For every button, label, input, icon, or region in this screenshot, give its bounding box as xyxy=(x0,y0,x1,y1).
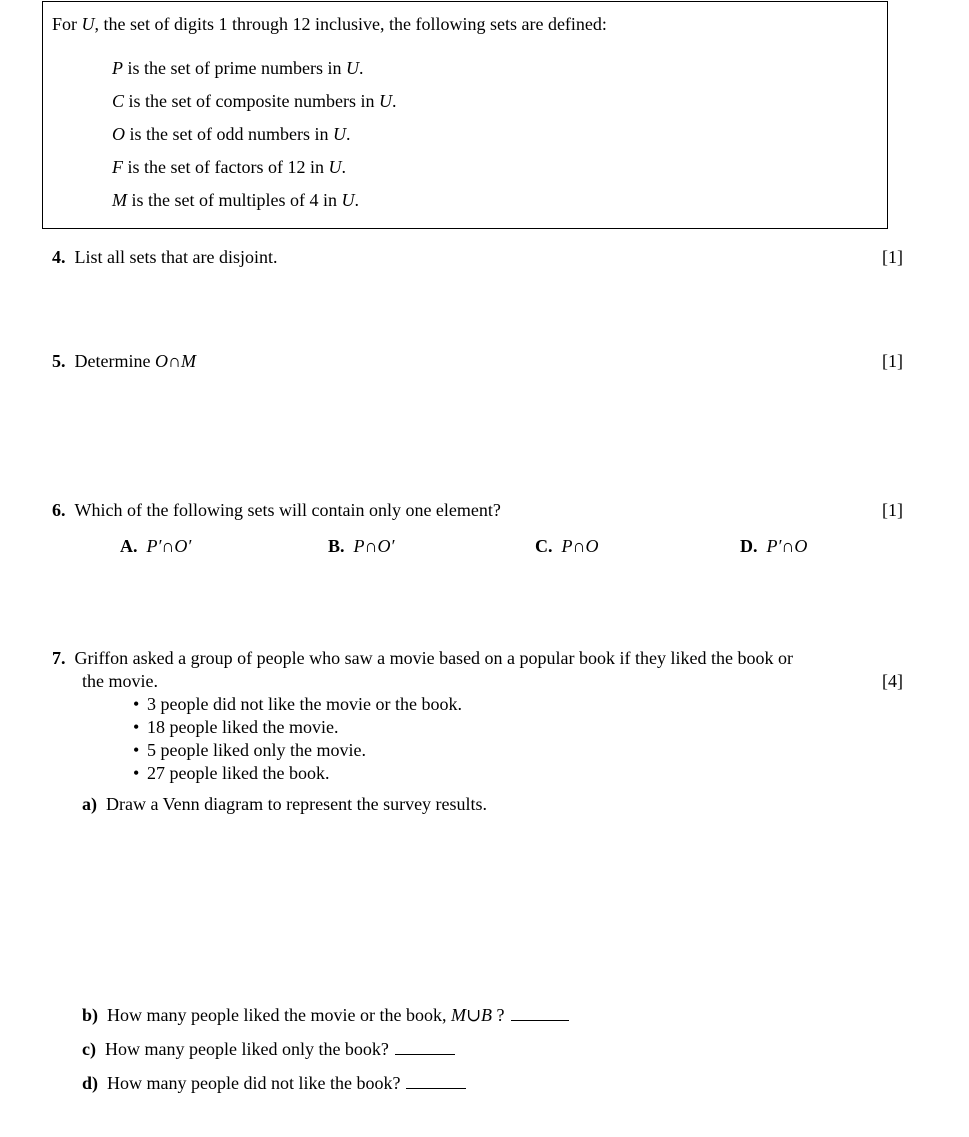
part-a: a) Draw a Venn diagram to represent the survey results. xyxy=(82,794,488,814)
math-expression: O∩M xyxy=(154,351,196,371)
question-text: Determine xyxy=(74,351,155,371)
question-text: Which of the following sets will contain only one element? xyxy=(74,500,501,520)
survey-bullet: • 27 people liked the book. xyxy=(133,763,330,783)
option-b: B. P∩O′ xyxy=(328,536,395,556)
definition-C: C is the set of composite numbers in U. xyxy=(112,91,397,111)
question-number: 4. xyxy=(52,247,66,267)
part-c: c) How many people liked only the book? xyxy=(82,1038,455,1061)
question-6 xyxy=(52,499,501,522)
definition-F: F is the set of factors of 12 in U. xyxy=(112,157,346,177)
definitions-intro: For U, the set of digits 1 through 12 inclusive, the following sets are defined: xyxy=(52,14,607,34)
definition-P: P is the set of prime numbers in U. xyxy=(112,58,364,78)
definition-M: M is the set of multiples of 4 in U. xyxy=(112,190,359,210)
survey-bullet: • 5 people liked only the movie. xyxy=(133,740,366,760)
answer-blank[interactable] xyxy=(511,1020,569,1021)
part-b: b) How many people liked the movie or the book, M∪B ? xyxy=(82,1004,569,1027)
survey-bullet: • 18 people liked the movie. xyxy=(133,717,339,737)
definition-O: O is the set of odd numbers in U. xyxy=(112,124,351,144)
answer-blank[interactable] xyxy=(395,1054,455,1055)
question-7 xyxy=(52,647,793,670)
option-a: A. P′∩O′ xyxy=(120,536,192,556)
option-d: D. P′∩O xyxy=(740,536,808,556)
part-d: d) How many people did not like the book? xyxy=(82,1072,466,1095)
marks-q7: [4] xyxy=(882,671,903,691)
question-5 xyxy=(52,350,196,373)
option-c: C. P∩O xyxy=(535,536,599,556)
marks-q5: [1] xyxy=(882,351,903,371)
question-number: 5. xyxy=(52,351,66,371)
marks-q4: [1] xyxy=(882,247,903,267)
survey-bullet: • 3 people did not like the movie or the book. xyxy=(133,694,462,714)
question-number: 6. xyxy=(52,500,66,520)
question-4 xyxy=(52,246,277,269)
question-text: List all sets that are disjoint. xyxy=(74,247,278,267)
marks-q6: [1] xyxy=(882,500,903,520)
question-text-line2: the movie. xyxy=(82,671,158,691)
question-number: 7. xyxy=(52,648,66,668)
answer-blank[interactable] xyxy=(406,1088,466,1089)
question-text-line1: Griffon asked a group of people who saw a movie based on a popular book if they liked the book or xyxy=(74,648,793,668)
